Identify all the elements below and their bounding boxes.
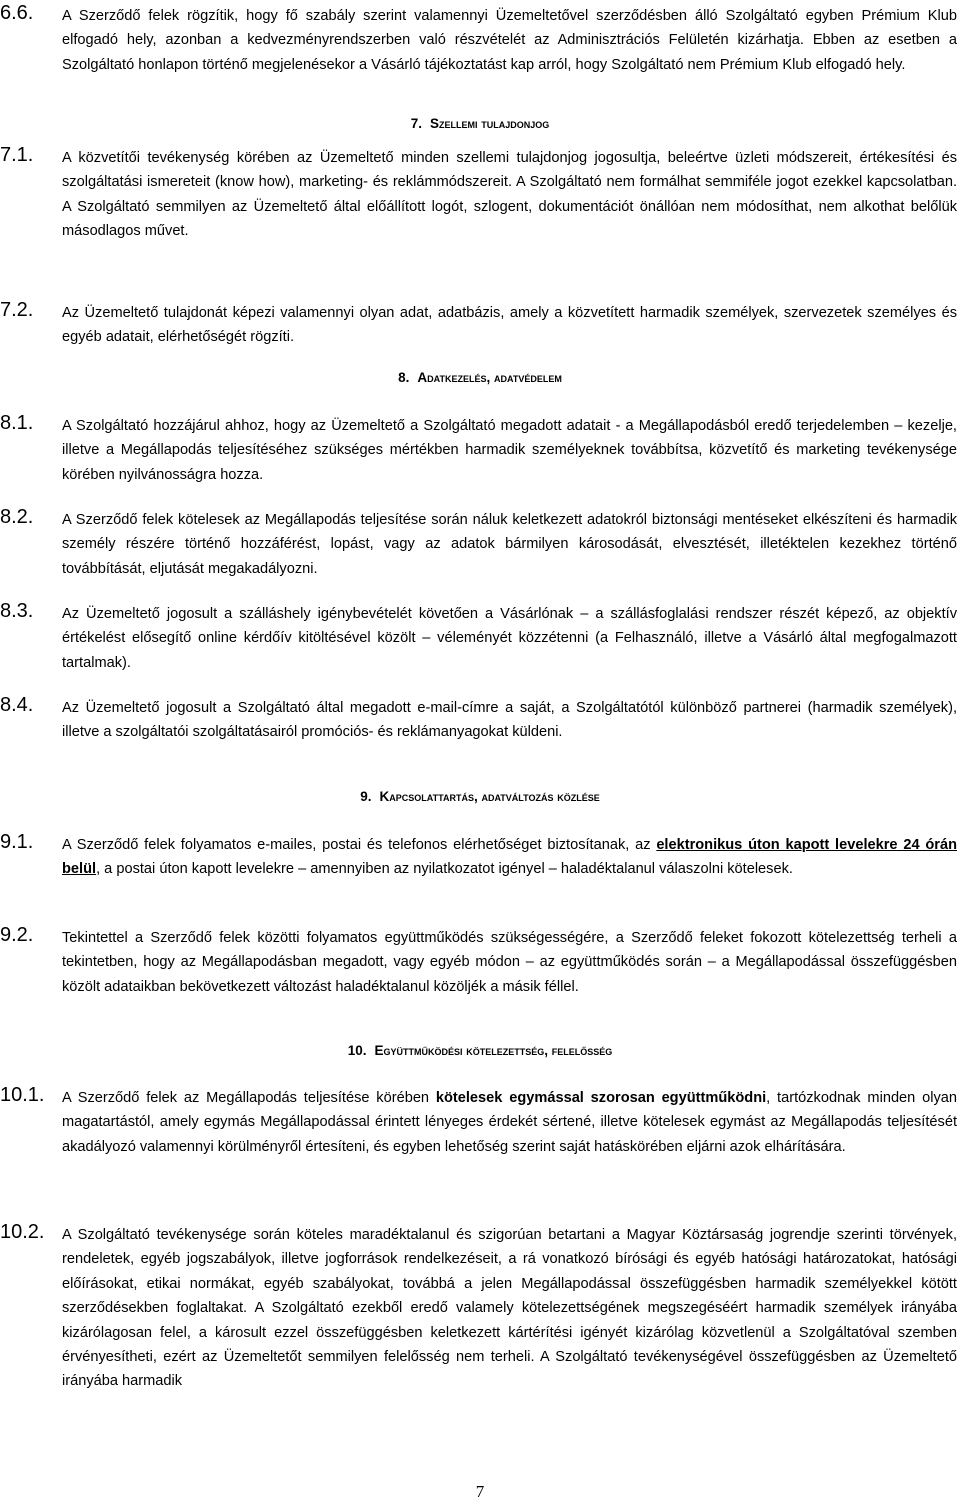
section-9-1 xyxy=(0,833,960,882)
section-text: Az Üzemeltető jogosult a Szolgáltató által megadott e-mail-címre a saját, a Szolgáltatótól különböző partnerei (harmadik személyek), illetve a szolgáltatói szolgáltatásairól promóciós- és reklámanyagokat küldeni. xyxy=(62,700,957,741)
section-number: 10.1. xyxy=(0,1084,45,1106)
section-8-1 xyxy=(0,414,960,487)
heading-adatkezeles xyxy=(0,368,960,388)
section-text-emphasis: elektronikus úton kapott levelekre 24 órán belül xyxy=(62,837,957,878)
section-number: 8.3. xyxy=(0,600,34,622)
section-text: Az Üzemeltető tulajdonát képezi valamennyi olyan adat, adatbázis, amely a közvetített harmadik személyek, szervezetek személyes és egyéb adatait, elérhetőségét rögzíti. xyxy=(62,305,957,346)
section-7-1 xyxy=(0,146,960,244)
heading-title: Kapcsolattartás, adatváltozás közlése xyxy=(379,789,600,804)
section-9-2 xyxy=(0,926,960,999)
section-text xyxy=(62,1086,957,1159)
section-text: Az Üzemeltető jogosult a szálláshely igénybevételét követően a Vásárlónak – a szállásfoglalási rendszer részét képező, az objektív értékelést elősegítő online kérdőív kitöltésével közölt – véleményét közzétenni (a Felhasználó, illetve a Vásárló által megfogalmazott tartalmak). xyxy=(62,606,957,671)
heading-szellemi-tulajdonjog xyxy=(0,114,960,134)
section-number: 8.2. xyxy=(0,506,34,528)
section-number: 7.2. xyxy=(0,299,34,321)
section-number: 9.1. xyxy=(0,831,34,853)
section-8-3 xyxy=(0,602,960,675)
section-number: 10.2. xyxy=(0,1221,45,1243)
section-8-4 xyxy=(0,696,960,745)
section-number: 6.6. xyxy=(0,2,34,24)
section-text-after: , tartózkodnak minden olyan magatartástól, amely egymás Megállapodással érintett lényeges érdekét sértené, illetve kötelesek egymást az Megállapodás teljesítését akadályozó valamennyi körülményről értesíteni, és egyben lehetőség szerint saját hatáskörében eljárni azok elhárítására. xyxy=(62,1090,957,1155)
section-number: 8.4. xyxy=(0,694,34,716)
section-6-6 xyxy=(0,4,960,77)
heading-egyuttmukodesi xyxy=(0,1041,960,1061)
section-text: A Szolgáltató tevékenysége során köteles maradéktalanul és szigorúan betartani a Magyar Köztársaság jogrendje szerinti törvények, rendeletek, egyéb jogszabályok, illetve jogforrások rendelkezéseit, a rá vonatkozó bírósági és egyéb hatósági határozatokat, hatósági előírásokat, etikai normákat, egyéb szabályokat, továbbá a jelen Megállapodással összefüggésben harmadik személyekkel kötött szerződésekben foglaltakat. A Szolgáltató ezekből eredő valamely kötelezettségének megszegéséért harmadik személyek irányába kizárólagosan felel, a károsult ezzel összefüggésben keletkezett kártérítési igényét kizárólag közvetlenül a Szolgáltatóval szemben érvényesítheti, ezért az Üzemeltetőt semmilyen felelősség nem terheli. A Szolgáltató tevékenységével összefüggésben az Üzemeltető irányába harmadik xyxy=(62,1227,957,1390)
heading-kapcsolattartas xyxy=(0,787,960,807)
heading-number: 10. xyxy=(347,1043,367,1058)
section-text xyxy=(62,833,957,882)
section-text: Tekintettel a Szerződő felek közötti folyamatos együttműködés szükségességére, a Szerződő feleket fokozott kötelezettség terheli a tekintetben, hogy az Megállapodásban megadott, vagy egyéb módon – az együttműködés során – a Megállapodással összefüggésben közölt adataikban bekövetkezett változást haladéktalanul közöljék a másik féllel. xyxy=(62,930,957,995)
section-text-before: A Szerződő felek folyamatos e-mailes, postai és telefonos elérhetőséget biztosítanak, az xyxy=(62,837,657,853)
section-10-1 xyxy=(0,1086,960,1159)
heading-number: 8. xyxy=(398,370,410,385)
heading-title: Szellemi tulajdonjog xyxy=(430,116,550,131)
section-text-emphasis: kötelesek egymással szorosan együttműködni xyxy=(435,1090,767,1106)
section-text: A Szolgáltató hozzájárul ahhoz, hogy az Üzemeltető a Szolgáltató megadott adatait - a Megállapodásból eredő terjedelemben – kezelje, illetve a Megállapodás teljesítéséhez szükséges mértékben harmadik személyeknek továbbítsa, közvetítő és marketing tevékenysége körében nyilvánosságra hozza. xyxy=(62,418,957,483)
section-number: 9.2. xyxy=(0,924,34,946)
section-7-2 xyxy=(0,301,960,350)
heading-number: 7. xyxy=(410,116,422,131)
section-text-after: , a postai úton kapott levelekre – amennyiben az nyilatkozatot igényel – haladéktalanul válaszolni kötelesek. xyxy=(96,861,793,878)
section-text: A közvetítői tevékenység körében az Üzemeltető minden szellemi tulajdonjog jogosultja, beleértve üzleti módszereit, értékesítési és szolgáltatási ismereteit (know how), marketing- és reklámmódszereit. A Szolgáltató nem formálhat semmiféle jogot ezekkel kapcsolatban. A Szolgáltató semmilyen az Üzemeltető által előállított logót, szlogent, dokumentációt önállóan nem módosíthat, nem alkothat belőlük másodlagos művet. xyxy=(62,150,957,240)
section-10-2 xyxy=(0,1223,960,1394)
section-number: 8.1. xyxy=(0,412,34,434)
page-number: 7 xyxy=(475,1482,485,1501)
section-number: 7.1. xyxy=(0,144,34,166)
section-text-before: A Szerződő felek az Megállapodás teljesítése körében xyxy=(62,1090,436,1106)
section-text: A Szerződő felek kötelesek az Megállapodás teljesítése során náluk keletkezett adatokról biztonsági mentéseket elkészíteni és harmadik személy részére történő hozzáférést, lopást, vagy az adatok bármilyen károsodását, elvesztését, illetéktelen kezekhez történő továbbítását, eljutását megakadályozni. xyxy=(62,512,957,577)
section-8-2 xyxy=(0,508,960,581)
heading-number: 9. xyxy=(360,789,372,804)
heading-title: Adatkezelés, adatvédelem xyxy=(417,370,562,385)
heading-title: Együttműködési kötelezettség, felelősség xyxy=(374,1043,613,1058)
section-text: A Szerződő felek rögzítik, hogy fő szabály szerint valamennyi Üzemeltetővel szerződésben álló Szolgáltató egyben Prémium Klub elfogadó hely, azonban a kedvezményrendszerben való részvételét az Adminisztrációs Felületén kizárhatja. Ebben az esetben a Szolgáltató honlapon történő megjelenésekor a Vásárló tájékoztatást kap arról, hogy Szolgáltató nem Prémium Klub elfogadó hely. xyxy=(62,8,957,73)
